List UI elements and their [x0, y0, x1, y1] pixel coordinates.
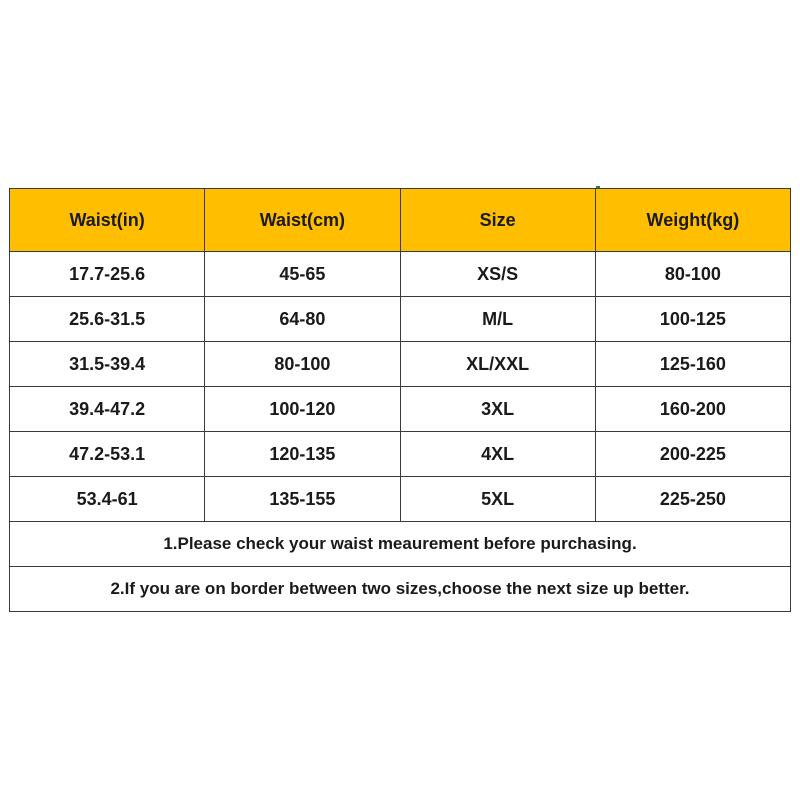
cell-size: 4XL	[400, 432, 595, 477]
table-row	[10, 297, 791, 342]
header-waist-cm: Waist(cm)	[205, 189, 400, 252]
cell-weight-kg: 225-250	[595, 477, 790, 522]
size-chart-table	[9, 188, 791, 612]
note-check-waist: 1.Please check your waist meaurement before purchasing.	[10, 522, 791, 567]
cell-weight-kg: 80-100	[595, 252, 790, 297]
cell-waist-cm: 64-80	[205, 297, 400, 342]
table-row	[10, 477, 791, 522]
cell-waist-in: 25.6-31.5	[10, 297, 205, 342]
note-size-up: 2.If you are on border between two sizes,choose the next size up better.	[10, 567, 791, 612]
cell-size: 5XL	[400, 477, 595, 522]
cell-waist-cm: 100-120	[205, 387, 400, 432]
cell-waist-cm: 135-155	[205, 477, 400, 522]
cell-waist-in: 47.2-53.1	[10, 432, 205, 477]
note-row	[10, 522, 791, 567]
table-row	[10, 252, 791, 297]
cell-size: 3XL	[400, 387, 595, 432]
cell-waist-cm: 80-100	[205, 342, 400, 387]
cell-size: XS/S	[400, 252, 595, 297]
header-waist-in: Waist(in)	[10, 189, 205, 252]
cell-weight-kg: 160-200	[595, 387, 790, 432]
note-row	[10, 567, 791, 612]
cell-waist-in: 53.4-61	[10, 477, 205, 522]
cell-weight-kg: 125-160	[595, 342, 790, 387]
table-row	[10, 387, 791, 432]
cell-waist-cm: 45-65	[205, 252, 400, 297]
header-row	[10, 189, 791, 252]
header-weight-kg: Weight(kg)	[595, 189, 790, 252]
cell-size: M/L	[400, 297, 595, 342]
cell-size: XL/XXL	[400, 342, 595, 387]
cell-weight-kg: 200-225	[595, 432, 790, 477]
cell-waist-in: 17.7-25.6	[10, 252, 205, 297]
cell-waist-in: 31.5-39.4	[10, 342, 205, 387]
cell-waist-cm: 120-135	[205, 432, 400, 477]
header-size: Size	[400, 189, 595, 252]
table-row	[10, 432, 791, 477]
cell-waist-in: 39.4-47.2	[10, 387, 205, 432]
cell-weight-kg: 100-125	[595, 297, 790, 342]
table-row	[10, 342, 791, 387]
